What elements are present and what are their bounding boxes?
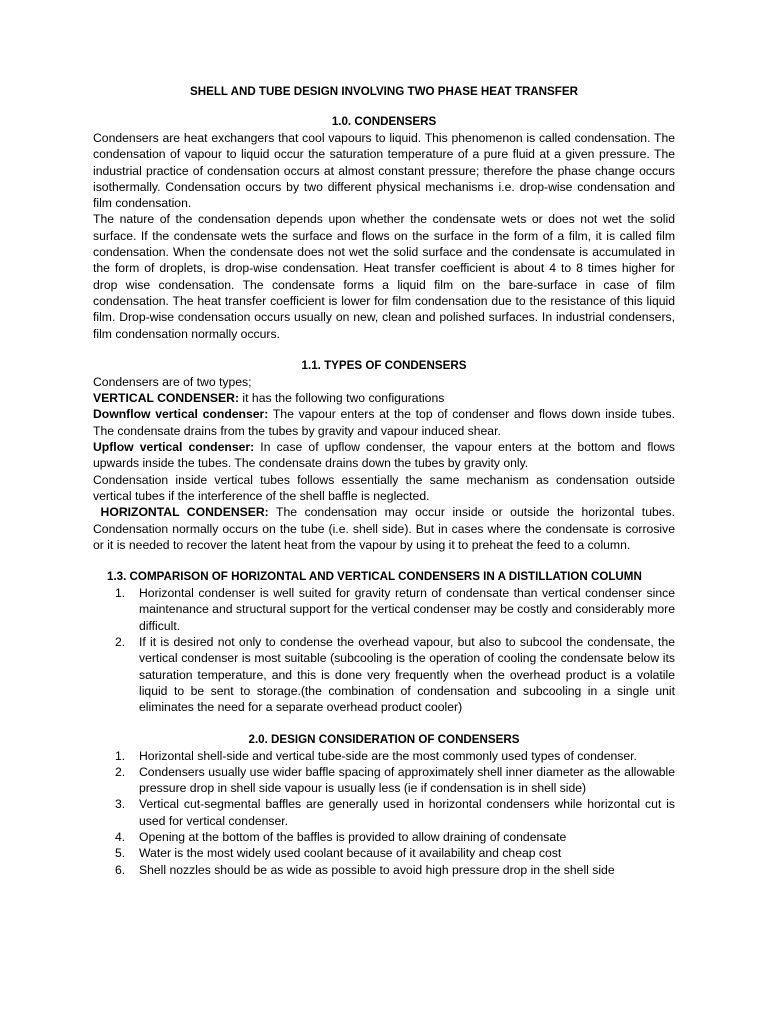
paragraph-upflow [93,439,675,472]
paragraph-downflow [93,406,675,439]
section-heading-design: 2.0. DESIGN CONSIDERATION OF CONDENSERS [248,732,520,746]
list-item: 2. If it is desired not only to condense the overhead vapour, but also to subcool the condensate, the vertical condenser is most suitable (subcooling is the operation of cooling the condensate below its saturation temperature, and this is done very frequently when the overhead product is a volatile liquid to be sent to storage.(the combination of condensation and subcooling in a single unit eliminates the need for a separate overhead product cooler) [115,635,675,715]
document-title: SHELL AND TUBE DESIGN INVOLVING TWO PHASE HEAT TRANSFER [190,85,578,98]
upflow-text: In case of upflow condenser, the vapour enters at the bottom and flows upwards inside the tubes. The condensate drains down the tubes by gravity only. [93,440,676,471]
paragraph-types-intro: Condensers are of two types; [93,374,252,389]
section-heading-types: 1.1. TYPES OF CONDENSERS [301,358,467,372]
horizontal-condenser-text: The condensation may occur inside or outside the horizontal tubes. Condensation normally occurs on the tube (i.e. shell side). But in cases where the condensate is corrosive or it is needed to recover the latent heat from the vapour by using it to preheat the feed to a column. [93,505,676,552]
paragraph-condensation-nature: The nature of the condensation depends upon whether the condensate wets or does not wet the solid surface. If the condensate wets the surface and flows on the surface in the form of a film, it is called film condensation. When the condensate does not wet the solid surface and the condensate is accumulated in the form of droplets, is drop-wise condensation. Heat transfer coefficient is about 4 to 8 times higher for drop wise condensation. The condensate forms a liquid film on the bare-surface in case of film condensation. The heat transfer coefficient is lower for film condensation due to the resistance of this liquid film. Drop-wise condensation occurs usually on new, clean and polished surfaces. In industrial condensers, film condensation normally occurs. [93,212,675,341]
paragraph-condensers-intro: Condensers are heat exchangers that cool vapours to liquid. This phenomenon is called condensation. The condensation of vapour to liquid occur the saturation temperature of a pure fluid at a given pressure. The industrial practice of condensation occurs at almost constant pressure; therefore the phase change occurs isothermally. Condensation occurs by two different physical mechanisms i.e. drop-wise condensation and film condensation. [93,131,675,211]
section-heading-comparison: 1.3. COMPARISON OF HORIZONTAL AND VERTICAL CONDENSERS IN A DISTILLATION COLUMN [107,570,642,584]
vertical-condenser-text: it has the following two configurations [239,391,445,406]
downflow-text: The vapour enters at the top of condenser and flows down inside tubes. The condensate drains from the tubes by gravity and vapour induced shear. [93,407,675,438]
horizontal-condenser-label: HORIZONTAL CONDENSER: [100,505,269,520]
downflow-label: Downflow vertical condenser: [93,407,269,422]
paragraph-horizontal-condenser [93,504,675,553]
list-item: 4. Opening at the bottom of the baffles is provided to allow draining of condensate [115,829,567,844]
list-item: 2. Condensers usually use wider baffle spacing of approximately shell inner diameter as the allowable pressure drop in shell side vapour is usually less (ie if condensation is in shell side) [115,764,675,796]
vertical-condenser-label: VERTICAL CONDENSER: [93,391,240,406]
comparison-list [93,585,675,715]
paragraph-vertical-condenser [93,390,675,406]
upflow-label: Upflow vertical condenser: [93,440,255,455]
list-item: 5. Water is the most widely used coolant because of it availability and cheap cost [115,846,562,861]
section-heading-condensers: 1.0. CONDENSERS [331,115,437,128]
paragraph-inside-vertical: Condensation inside vertical tubes follows essentially the same mechanism as condensation outside vertical tubes if the interference of the shell baffle is neglected. [93,472,675,503]
list-item: 1. Horizontal condenser is well suited for gravity return of condensate than vertical condenser since maintenance and structural support for the vertical condenser may be costly and considerably more difficult. [115,586,675,633]
list-item: 6. Shell nozzles should be as wide as possible to avoid high pressure drop in the shell side [115,862,615,877]
list-item: 3. Vertical cut-segmental baffles are generally used in horizontal condensers while horizontal cut is used for vertical condenser. [115,797,675,828]
list-item: 1. Horizontal shell-side and vertical tube-side are the most commonly used types of condenser. [115,748,637,763]
design-list [93,748,675,878]
